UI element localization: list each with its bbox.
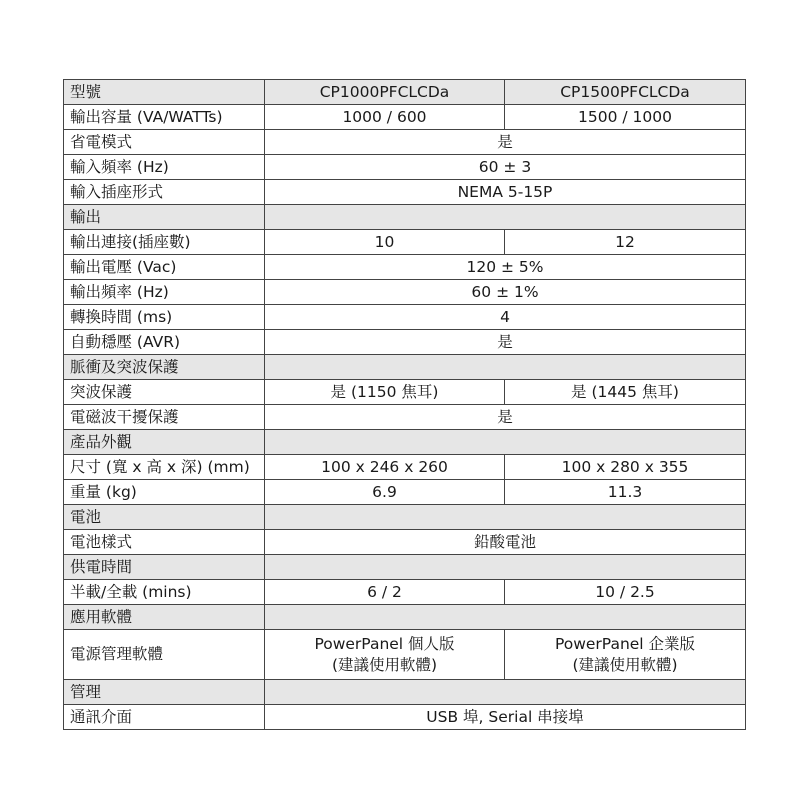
output-freq-row [64, 280, 746, 305]
avr-row [64, 330, 746, 355]
value-b: 100 x 280 x 355 [505, 455, 746, 480]
section-heading: 脈衝及突波保護 [64, 355, 265, 380]
transfer-time-row [64, 305, 746, 330]
section-blank [265, 555, 746, 580]
section-heading: 產品外觀 [64, 430, 265, 455]
row-label: 輸出連接(插座數) [64, 230, 265, 255]
value-b: 10 / 2.5 [505, 580, 746, 605]
row-label: 突波保護 [64, 380, 265, 405]
value-a: 1000 / 600 [265, 105, 505, 130]
software-note-a: (建議使用軟體) [331, 655, 438, 674]
software-note-b: (建議使用軟體) [572, 655, 678, 674]
section-blank [265, 205, 746, 230]
section-surge-row [64, 355, 746, 380]
software-edition-b: PowerPanel 企業版 [554, 634, 696, 653]
row-label: 轉換時間 (ms) [64, 305, 265, 330]
row-label: 電源管理軟體 [64, 630, 265, 680]
section-management-row [64, 680, 746, 705]
model-b: CP1500PFCLCDa [505, 80, 746, 105]
row-label: 尺寸 (寬 x 高 x 深) (mm) [64, 455, 265, 480]
section-blank [265, 505, 746, 530]
row-label: 電磁波干擾保護 [64, 405, 265, 430]
row-label: 省電模式 [64, 130, 265, 155]
value-b [505, 630, 746, 680]
software-edition-a: PowerPanel 個人版 [314, 634, 455, 653]
value-shared: 60 ± 3 [265, 155, 746, 180]
power-software-row [64, 630, 746, 680]
row-label: 輸出頻率 (Hz) [64, 280, 265, 305]
row-label: 自動穩壓 (AVR) [64, 330, 265, 355]
outlets-row [64, 230, 746, 255]
capacity-row [64, 105, 746, 130]
row-label: 半載/全載 (mins) [64, 580, 265, 605]
interface-row [64, 705, 746, 730]
value-b: 11.3 [505, 480, 746, 505]
model-a: CP1000PFCLCDa [265, 80, 505, 105]
row-label: 輸出電壓 (Vac) [64, 255, 265, 280]
section-runtime-row [64, 555, 746, 580]
weight-row [64, 480, 746, 505]
value-b: 是 (1445 焦耳) [505, 380, 746, 405]
value-shared: USB 埠, Serial 串接埠 [265, 705, 746, 730]
value-shared: 鉛酸電池 [265, 530, 746, 555]
row-label: 重量 (kg) [64, 480, 265, 505]
value-shared: 120 ± 5% [265, 255, 746, 280]
value-shared: 4 [265, 305, 746, 330]
runtime-row [64, 580, 746, 605]
value-shared: 是 [265, 405, 746, 430]
model-header-row [64, 80, 746, 105]
section-output-row [64, 205, 746, 230]
output-voltage-row [64, 255, 746, 280]
value-b: 12 [505, 230, 746, 255]
value-shared: 是 [265, 330, 746, 355]
row-label: 電池樣式 [64, 530, 265, 555]
section-battery-row [64, 505, 746, 530]
section-blank [265, 605, 746, 630]
section-heading: 應用軟體 [64, 605, 265, 630]
row-label: 通訊介面 [64, 705, 265, 730]
section-blank [265, 355, 746, 380]
section-software-row [64, 605, 746, 630]
value-a: 6.9 [265, 480, 505, 505]
row-label: 輸入頻率 (Hz) [64, 155, 265, 180]
section-heading: 供電時間 [64, 555, 265, 580]
green-mode-row [64, 130, 746, 155]
section-blank [265, 680, 746, 705]
emi-row [64, 405, 746, 430]
model-label: 型號 [64, 80, 265, 105]
value-shared: 是 [265, 130, 746, 155]
input-plug-row [64, 180, 746, 205]
input-freq-row [64, 155, 746, 180]
section-physical-row [64, 430, 746, 455]
value-b: 1500 / 1000 [505, 105, 746, 130]
dimensions-row [64, 455, 746, 480]
row-label: 輸出容量 (VA/WATTs) [64, 105, 265, 130]
row-label: 輸入插座形式 [64, 180, 265, 205]
spec-table [63, 79, 746, 730]
value-a [265, 630, 505, 680]
section-heading: 電池 [64, 505, 265, 530]
battery-type-row [64, 530, 746, 555]
value-a: 是 (1150 焦耳) [265, 380, 505, 405]
value-shared: NEMA 5-15P [265, 180, 746, 205]
surge-row [64, 380, 746, 405]
value-a: 100 x 246 x 260 [265, 455, 505, 480]
section-blank [265, 430, 746, 455]
value-a: 6 / 2 [265, 580, 505, 605]
value-a: 10 [265, 230, 505, 255]
section-heading: 輸出 [64, 205, 265, 230]
value-shared: 60 ± 1% [265, 280, 746, 305]
section-heading: 管理 [64, 680, 265, 705]
